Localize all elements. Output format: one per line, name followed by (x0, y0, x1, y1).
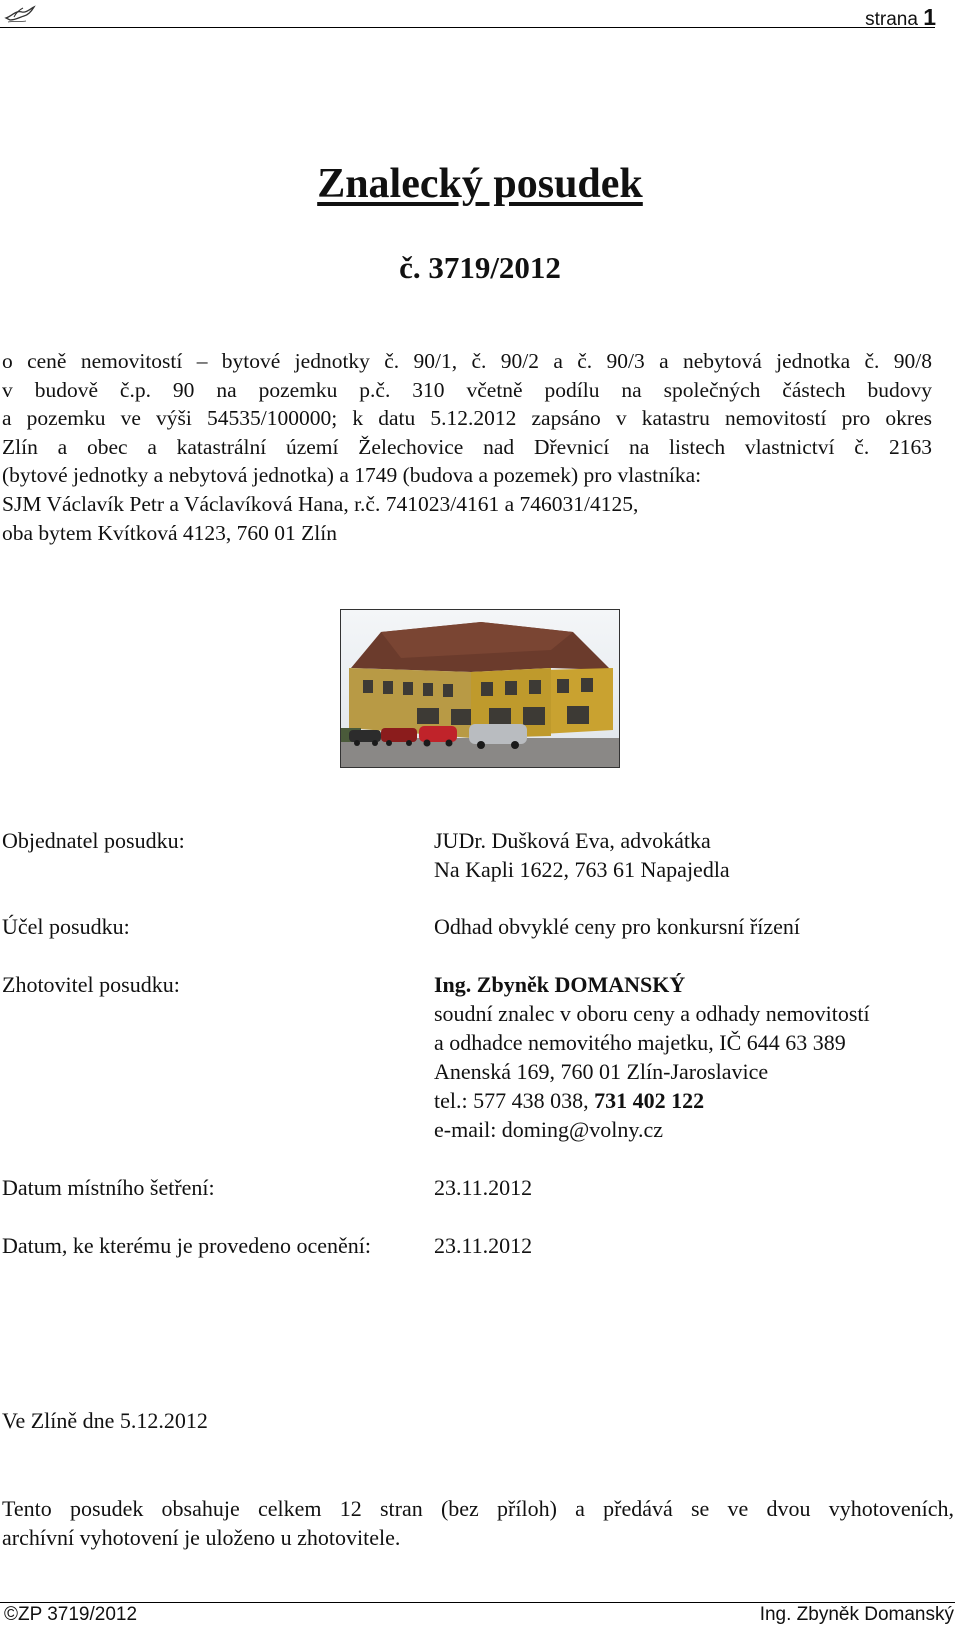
valuation-date-label: Datum, ke kterému je provedeno ocenění: (2, 1233, 371, 1258)
author-details (434, 970, 870, 1144)
property-description (2, 347, 932, 547)
document-number: č. 3719/2012 (399, 250, 561, 285)
description-line: SJM Václavík Petr a Václavíková Hana, r.č. 741023/4161 a 746031/4125, (2, 491, 639, 516)
place-date: Ve Zlíně dne 5.12.2012 (2, 1408, 208, 1433)
description-line: v budově č.p. 90 na pozemku p.č. 310 včetně podílu na společných částech budovy (2, 377, 932, 402)
description-line: a pozemku ve výši 54535/100000; k datu 5.12.2012 zapsáno v katastru nemovitostí pro okres (2, 406, 932, 431)
building-photo (340, 609, 620, 768)
closing-note-line: archívní vyhotovení je uloženo u zhotovitele. (2, 1525, 401, 1550)
description-line: oba bytem Kvítková 4123, 760 01 Zlín (2, 520, 338, 545)
author-address: Anenská 169, 760 01 Zlín-Jaroslavice (434, 1059, 769, 1084)
page-label: strana (865, 9, 918, 30)
page-number: 1 (923, 4, 936, 30)
client-label: Objednatel posudku: (2, 828, 185, 853)
valuation-date-value: 23.11.2012 (434, 1233, 533, 1258)
purpose-label: Účel posudku: (2, 914, 130, 939)
description-line: o ceně nemovitostí – bytové jednotky č. 90/1, č. 90/2 a č. 90/3 a nebytová jednotka č. 90/8 (2, 349, 932, 373)
author-role: soudní znalec v oboru ceny a odhady nemovitostí (434, 1001, 870, 1026)
author-email: e-mail: doming@volny.cz (434, 1117, 664, 1142)
closing-note-line: Tento posudek obsahuje celkem 12 stran (bez příloh) a předává se ve dvou vyhotoveních, (2, 1496, 954, 1521)
footer-right: Ing. Zbyněk Domanský (759, 1604, 954, 1625)
client-name: JUDr. Dušková Eva, advokátka (434, 828, 711, 853)
phone-mobile: 731 402 122 (594, 1088, 705, 1113)
purpose-value: Odhad obvyklé ceny pro konkursní řízení (434, 914, 800, 939)
inspection-date-label: Datum místního šetření: (2, 1175, 215, 1200)
client-details (434, 826, 730, 884)
header-divider (0, 27, 935, 28)
author-role-cont: a odhadce nemovitého majetku, IČ 644 63 389 (434, 1030, 846, 1055)
author-label: Zhotovitel posudku: (2, 972, 180, 997)
author-phone (434, 1086, 870, 1115)
phone-prefix: tel.: 577 438 038, (434, 1088, 595, 1113)
inspection-date-value: 23.11.2012 (434, 1175, 533, 1200)
client-address: Na Kapli 1622, 763 61 Napajedla (434, 857, 730, 882)
description-line: Zlín a obec a katastrální území Želechovice nad Dřevnicí na listech vlastnictví č. 2163 (2, 434, 932, 459)
closing-note (2, 1494, 954, 1552)
description-line: (bytové jednotky a nebytová jednotka) a 1749 (budova a pozemek) pro vlastníka: (2, 463, 702, 488)
footer-left: ©ZP 3719/2012 (4, 1604, 138, 1625)
bird-logo-icon (4, 4, 36, 26)
document-title: Znalecký posudek (317, 161, 643, 207)
author-name: Ing. Zbyněk DOMANSKÝ (434, 972, 686, 997)
footer-divider (0, 1602, 955, 1603)
